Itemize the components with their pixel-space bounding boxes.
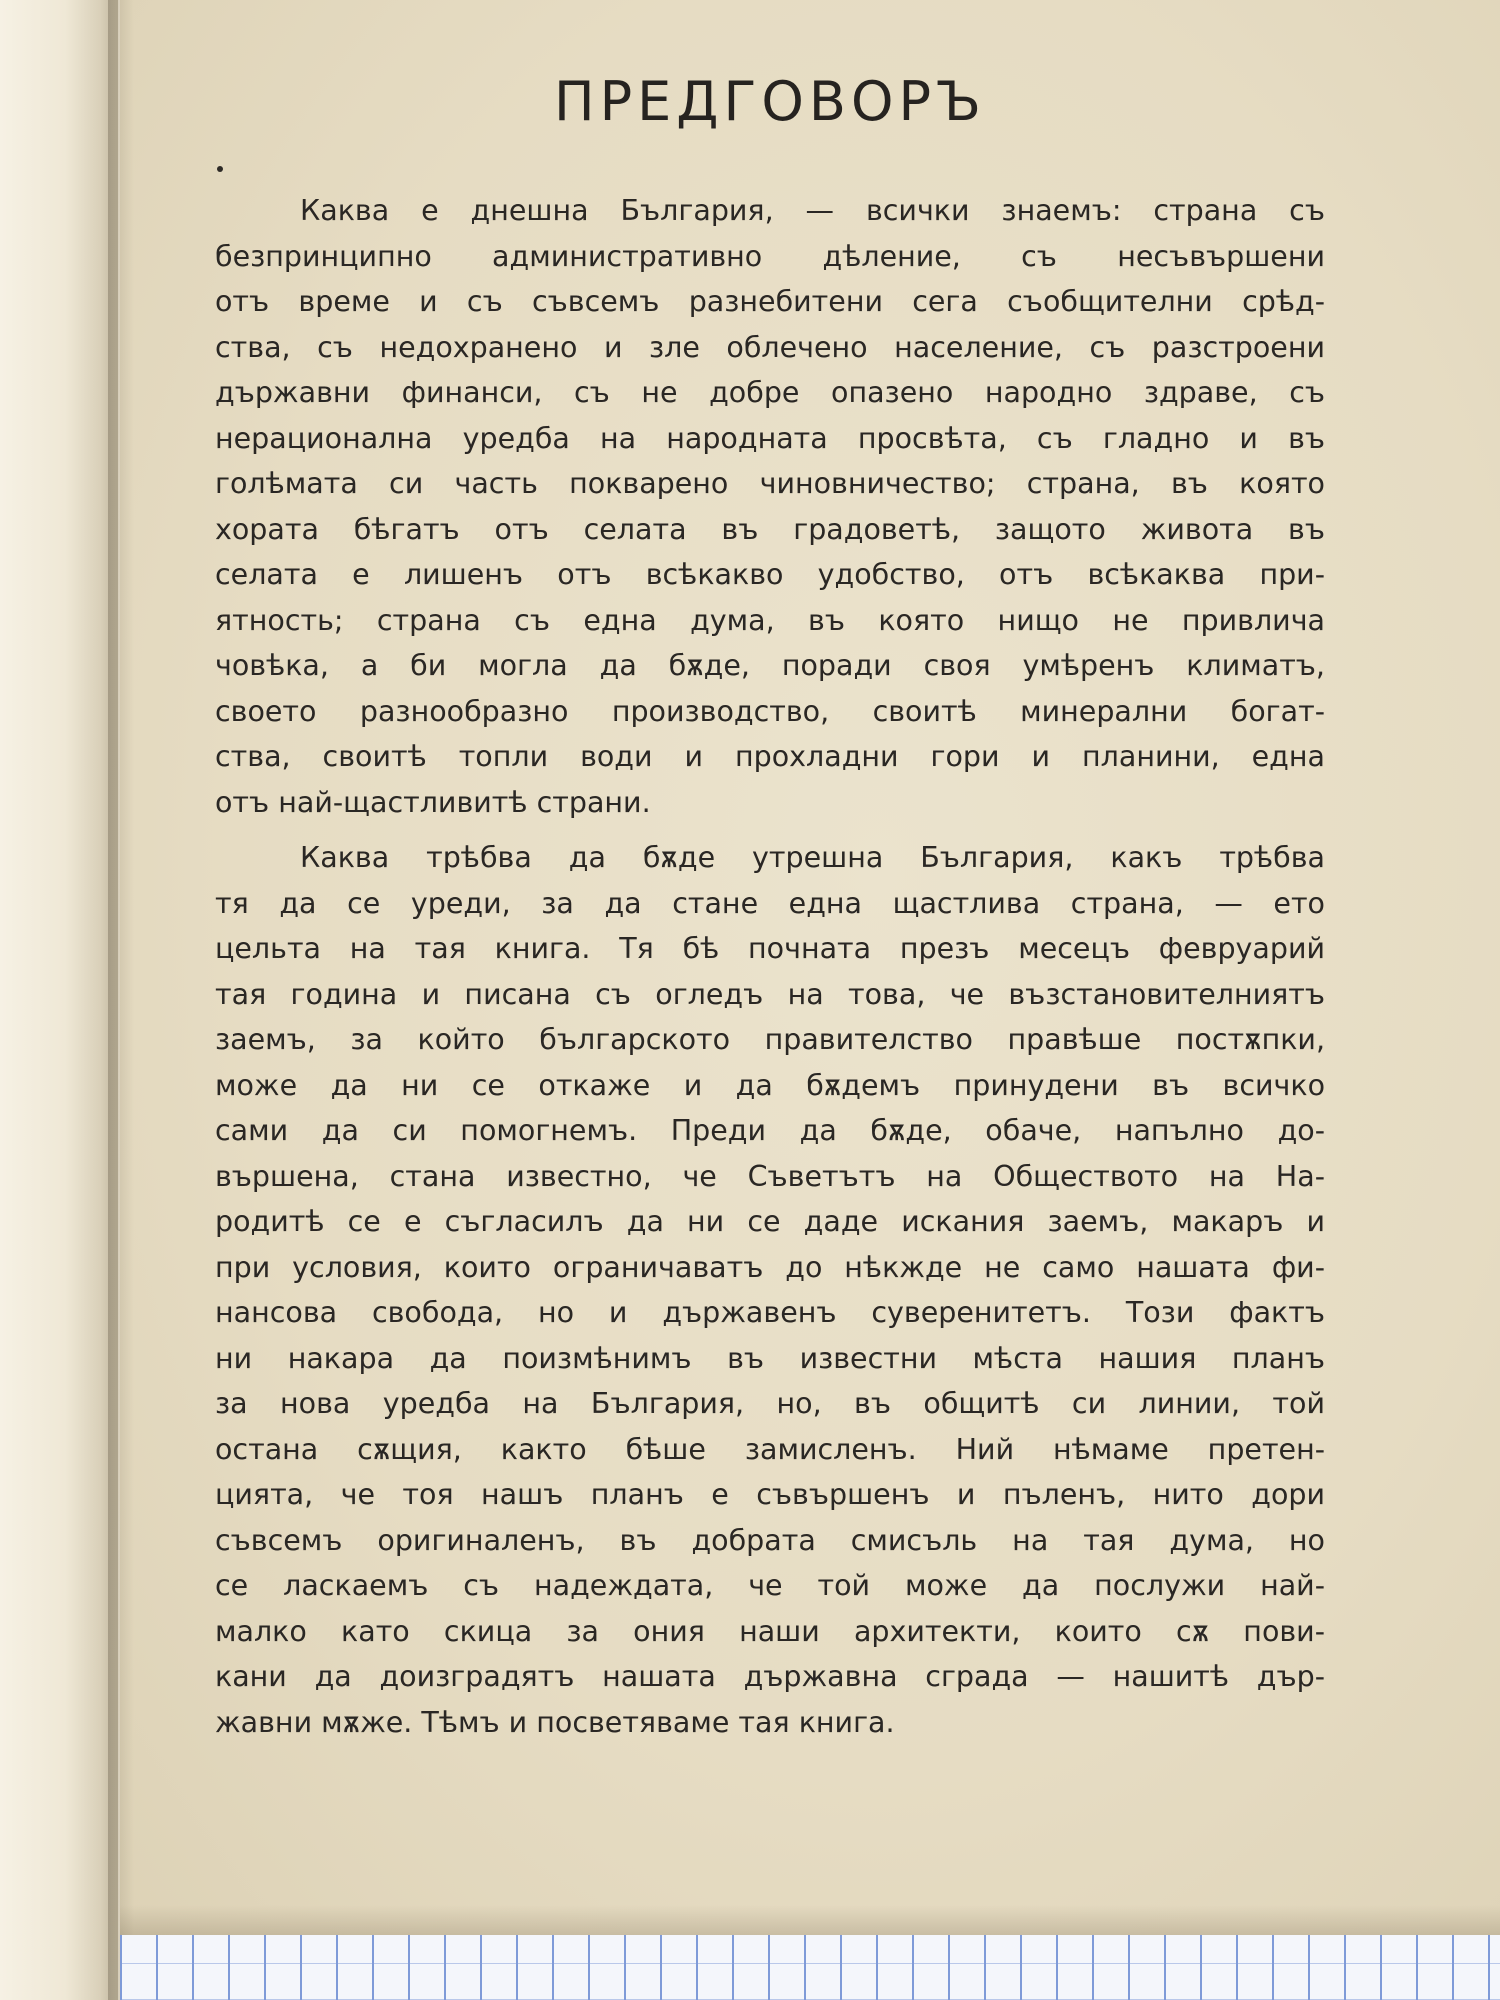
text-line: голѣмата си часть покварено чиновничество; страна, въ която (215, 467, 1325, 500)
body-text (215, 188, 1325, 1755)
left-page-edge (0, 0, 118, 2000)
text-line: остана сѫщия, както бѣше замисленъ. Ний нѣмаме претен- (215, 1432, 1325, 1466)
text-line: ства, съ недохранено и зле облечено население, съ разстроени (215, 330, 1325, 364)
text-line: нансова свобода, но и държавенъ суверенитетъ. Този фактъ (215, 1296, 1325, 1329)
text-line: отъ време и съ съвсемъ разнебитени сега съобщителни срѣд- (215, 285, 1325, 318)
text-line: Каква трѣбва да бѫде утрешна България, какъ трѣбва (300, 841, 1325, 874)
graph-paper-background (120, 1935, 1500, 2000)
text-line: при условия, които ограничаватъ до нѣкжде не само нашата фи- (215, 1250, 1325, 1284)
text-line: държавни финанси, съ не добре опазено народно здраве, съ (215, 376, 1325, 409)
text-line: ства, своитѣ топли води и прохладни гори и планини, една (215, 740, 1325, 773)
text-line: тая година и писана съ огледъ на това, че възстановителниятъ (215, 977, 1325, 1011)
text-line: кани да доизградятъ нашата държавна сграда — нашитѣ дър- (215, 1660, 1325, 1693)
page-title: ПРЕДГОВОРЪ (554, 70, 986, 133)
text-line: отъ най-щастливитѣ страни. (215, 785, 651, 819)
text-line: безпринципно административно дѣление, съ несъвършени (215, 239, 1325, 273)
book-gutter-shadow (108, 0, 134, 2000)
page-bottom-shadow (120, 1905, 1500, 1935)
text-line: заемъ, за който българското правителство правѣше постѫпки, (215, 1023, 1325, 1056)
text-line: селата е лишенъ отъ всѣкакво удобство, отъ всѣкаква при- (215, 558, 1325, 591)
text-line: нерационална уредба на народната просвѣта, съ гладно и въ (215, 421, 1325, 455)
text-line: тя да се уреди, за да стане една щастлива страна, — ето (215, 886, 1325, 920)
text-line: човѣка, а би могла да бѫде, поради своя умѣренъ климатъ, (215, 649, 1325, 682)
text-line: се ласкаемъ съ надеждата, че той може да послужи най- (215, 1569, 1325, 1602)
text-line: своето разнообразно производство, своитѣ минерални богат- (215, 694, 1325, 728)
paragraph-2 (215, 835, 1325, 1745)
text-line: жавни мѫже. Тѣмъ и посветяваме тая книга. (215, 1705, 895, 1739)
text-line: цията, че тоя нашъ планъ е съвършенъ и пъленъ, нито дори (215, 1478, 1325, 1511)
text-line: сами да си помогнемъ. Преди да бѫде, обаче, напълно до- (215, 1114, 1325, 1147)
text-line: ни накара да поизмѣнимъ въ известни мѣста нашия планъ (215, 1341, 1325, 1375)
paragraph-1 (215, 188, 1325, 825)
text-line: вършена, стана известно, че Съветътъ на Обществото на На- (215, 1159, 1325, 1193)
text-line: съвсемъ оригиналенъ, въ добрата смисъль на тая дума, но (215, 1523, 1325, 1557)
text-line: ятность; страна съ една дума, въ която нищо не привлича (215, 603, 1325, 637)
text-line: родитѣ се е съгласилъ да ни се даде искания заемъ, макаръ и (215, 1205, 1325, 1238)
text-line: може да ни се откаже и да бѫдемъ принудени въ всичко (215, 1068, 1325, 1102)
ink-speck (217, 166, 223, 172)
text-line: малко като скица за ония наши архитекти, които сѫ пови- (215, 1614, 1325, 1648)
text-line: за нова уредба на България, но, въ общитѣ си линии, той (215, 1387, 1325, 1420)
text-line: хората бѣгатъ отъ селата въ градоветѣ, защото живота въ (215, 512, 1325, 546)
text-line: Каква е днешна България, — всички знаемъ: страна съ (300, 194, 1325, 227)
text-line: цельта на тая книга. Тя бѣ почната презъ месецъ февруарий (215, 932, 1325, 965)
